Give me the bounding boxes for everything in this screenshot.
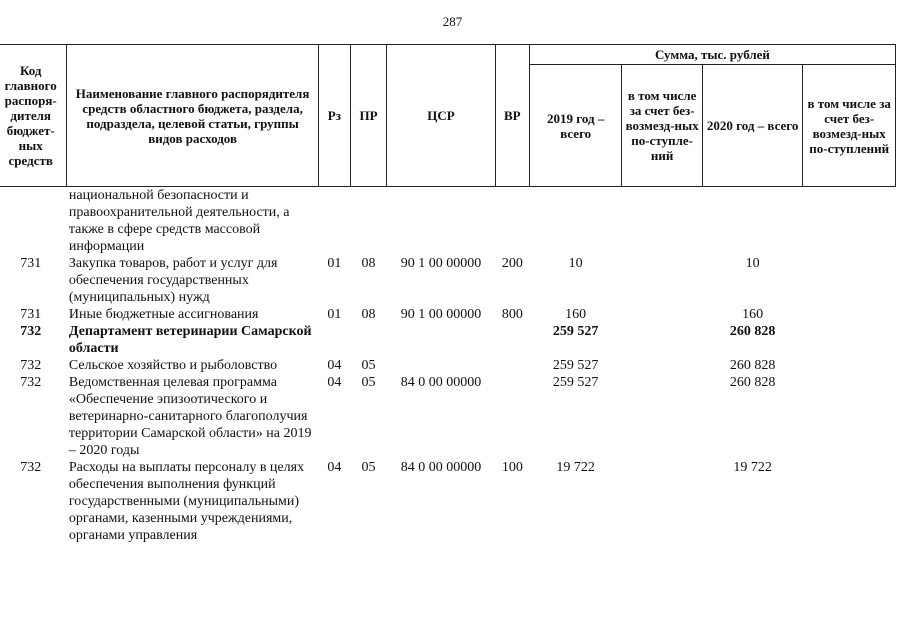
cell-csr: 90 1 00 00000 (400, 256, 482, 271)
cell-vr: 200 (501, 256, 523, 271)
cell-2019-total: 259 527 (552, 375, 599, 390)
cell-pr: 08 (361, 307, 376, 322)
header-name: Наименование главного распорядителя средств областного бюджета, раздела, подраздела, целевой статьи, группы видов расходов (67, 45, 318, 187)
cell-vr (495, 374, 529, 459)
cell-pr (350, 323, 386, 357)
cell-csr (387, 323, 496, 357)
cell-rz (318, 187, 350, 256)
cell-rz: 04 (327, 358, 342, 373)
cell-name: Ведомственная целевая программа «Обеспечение эпизоотического и ветеринарно-санитарного благополучия территории Самарской области» на 2019 – 2020 годы (68, 375, 312, 458)
cell-name: Сельское хозяйство и рыболовство (68, 358, 278, 373)
budget-table (0, 44, 896, 544)
cell-2019-free (622, 306, 702, 323)
header-code: Код главного распоря-дителя бюджет-ных средств (0, 45, 67, 187)
cell-2019-free (622, 374, 702, 459)
cell-code: 732 (20, 358, 42, 373)
cell-2019-free (622, 187, 702, 256)
cell-2020-free (803, 357, 896, 374)
cell-2020-total: 19 722 (733, 460, 772, 475)
cell-2020-total: 260 828 (729, 375, 776, 390)
header-pr: ПР (350, 45, 386, 187)
cell-name: Закупка товаров, работ и услуг для обеспечения государственных (муниципальных) нужд (68, 256, 278, 305)
cell-2020-free (803, 459, 896, 544)
page-number: 287 (442, 14, 463, 29)
cell-2019-free (622, 255, 702, 306)
header-2019-total: 2019 год – всего (529, 65, 622, 187)
cell-csr: 84 0 00 00000 (400, 375, 482, 390)
cell-name: Департамент ветеринарии Самарской области (68, 324, 312, 356)
cell-csr: 84 0 00 00000 (400, 460, 482, 475)
cell-2020-total: 160 (742, 307, 764, 322)
cell-code: 732 (20, 460, 42, 475)
header-rz: Рз (318, 45, 350, 187)
header-2020-total: 2020 год – всего (702, 65, 803, 187)
cell-2019-total: 10 (568, 256, 583, 271)
cell-code: 731 (20, 307, 42, 322)
cell-2020-free (803, 323, 896, 357)
cell-2020-free (803, 374, 896, 459)
cell-csr (387, 187, 496, 256)
cell-2019-free (622, 323, 702, 357)
table-row (0, 357, 896, 374)
header-csr: ЦСР (387, 45, 496, 187)
cell-pr: 05 (361, 375, 376, 390)
cell-name: Иные бюджетные ассигнования (68, 307, 259, 322)
cell-2020-free (803, 255, 896, 306)
cell-name: Расходы на выплаты персоналу в целях обеспечения выполнения функций государственными (муниципальными) органами, казенными учреждениями, органами управления (68, 460, 305, 543)
cell-2020-total (702, 187, 803, 256)
cell-2020-free (803, 306, 896, 323)
cell-2019-free (622, 459, 702, 544)
cell-2019-total: 160 (565, 307, 587, 322)
cell-vr (495, 187, 529, 256)
table-row (0, 306, 896, 323)
table-row (0, 255, 896, 306)
cell-vr (495, 323, 529, 357)
cell-rz (318, 323, 350, 357)
cell-2019-free (622, 357, 702, 374)
cell-rz: 04 (327, 375, 342, 390)
cell-code (0, 187, 67, 256)
table-header (0, 45, 896, 187)
cell-2020-total: 10 (745, 256, 760, 271)
cell-rz: 01 (327, 307, 342, 322)
cell-2019-total: 259 527 (552, 324, 599, 339)
cell-vr (495, 357, 529, 374)
table-row (0, 323, 896, 357)
table-row (0, 374, 896, 459)
cell-code: 731 (20, 256, 42, 271)
cell-pr: 08 (361, 256, 376, 271)
cell-csr (387, 357, 496, 374)
cell-code: 732 (20, 375, 42, 390)
cell-vr: 800 (501, 307, 523, 322)
cell-pr: 05 (361, 460, 376, 475)
header-2020-free: в том числе за счет без-возмезд-ных по-ступлений (803, 65, 896, 187)
table-row (0, 459, 896, 544)
header-sum: Сумма, тыс. рублей (529, 45, 895, 65)
cell-rz: 04 (327, 460, 342, 475)
cell-pr: 05 (361, 358, 376, 373)
table-body (0, 187, 896, 545)
cell-2019-total: 19 722 (556, 460, 595, 475)
cell-2020-total: 260 828 (729, 358, 776, 373)
table-row (0, 187, 896, 256)
cell-name: национальной безопасности и правоохранительной деятельности, а также в сфере средств массовой информации (68, 188, 290, 254)
cell-2019-total: 259 527 (552, 358, 599, 373)
cell-2020-total: 260 828 (729, 324, 776, 339)
cell-csr: 90 1 00 00000 (400, 307, 482, 322)
cell-vr: 100 (501, 460, 523, 475)
header-2019-free: в том числе за счет без-возмезд-ных по-ступле-ний (622, 65, 702, 187)
cell-code: 732 (20, 324, 42, 339)
cell-rz: 01 (327, 256, 342, 271)
cell-pr (350, 187, 386, 256)
header-vr: ВР (495, 45, 529, 187)
cell-2019-total (529, 187, 622, 256)
cell-2020-free (803, 187, 896, 256)
